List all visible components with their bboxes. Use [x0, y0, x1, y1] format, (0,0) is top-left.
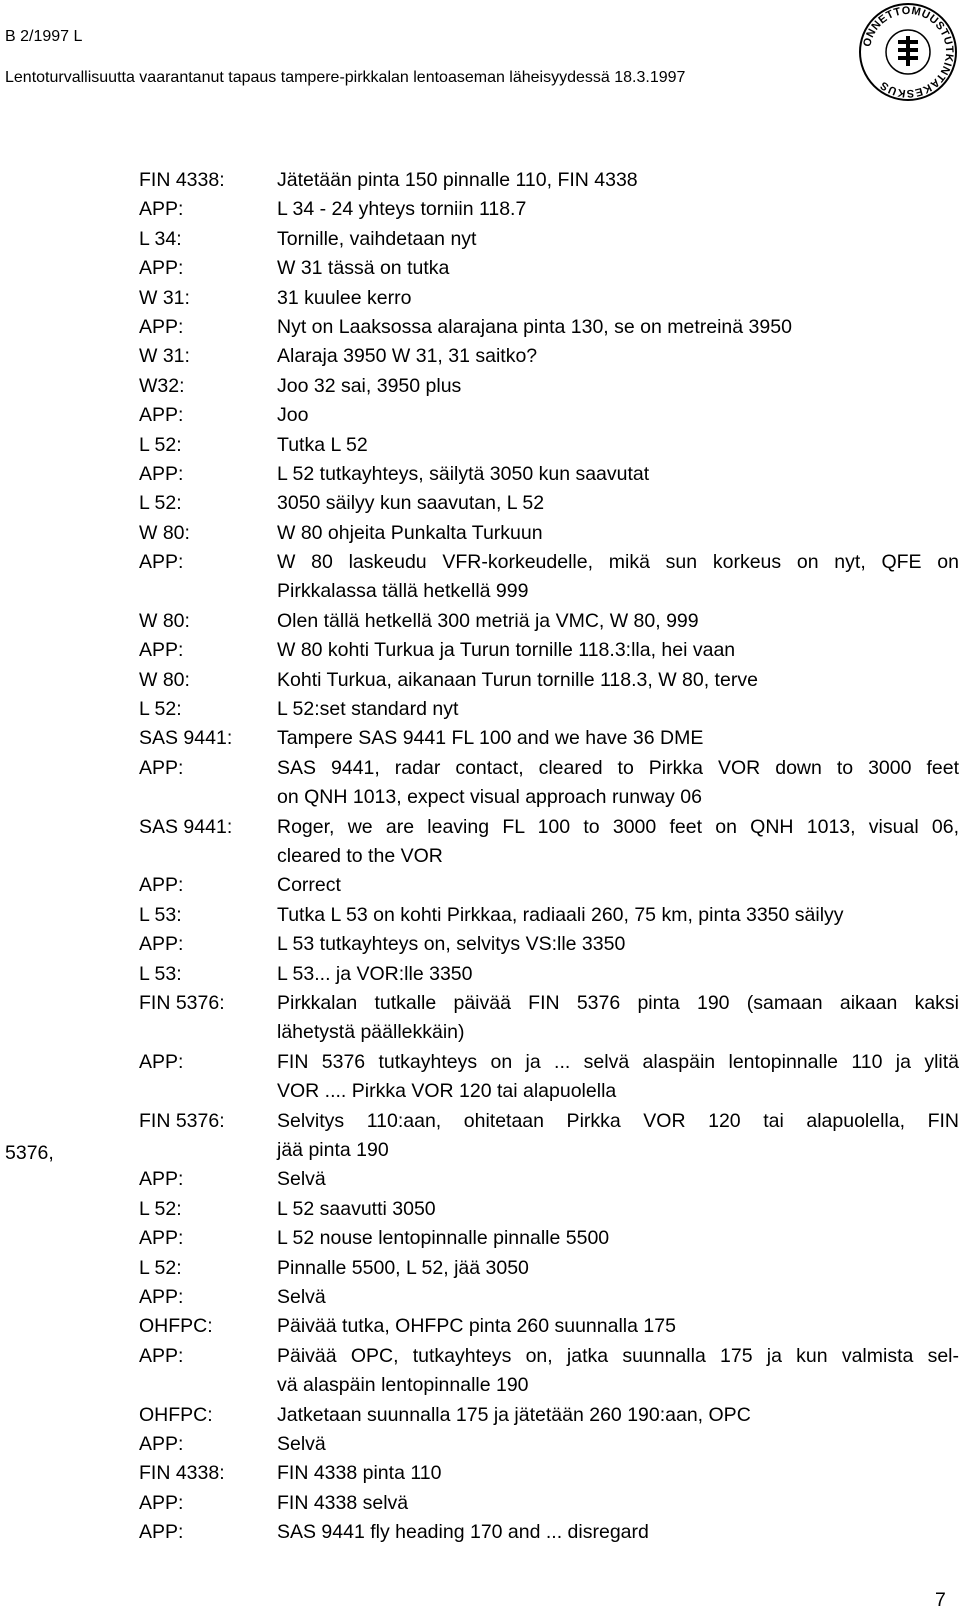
transcript-row — [0, 1518, 960, 1547]
speaker-label: W 80: — [139, 609, 190, 632]
message-text: L 34 - 24 yhteys torniin 118.7 — [277, 198, 527, 221]
message-text: L 52:set standard nyt — [277, 698, 459, 721]
message-text: Olen tällä hetkellä 300 metriä ja VMC, W 80, 999 — [277, 609, 699, 632]
message-text: Pinnalle 5500, L 52, jää 3050 — [277, 1256, 529, 1279]
message-text — [277, 1342, 959, 1401]
transcript-row — [0, 1283, 960, 1312]
speaker-label: SAS 9441: — [139, 727, 233, 750]
speaker-label: APP: — [139, 1285, 184, 1308]
transcript-row — [0, 431, 960, 460]
transcript-row — [0, 695, 960, 724]
document-code: B 2/1997 L — [5, 28, 83, 45]
message-text: Tampere SAS 9441 FL 100 and we have 36 DME — [277, 727, 704, 750]
message-line: Roger, we are leaving FL 100 to 3000 feet on QNH 1013, visual 06, — [277, 815, 959, 838]
transcript-row — [0, 548, 960, 607]
transcript-row — [0, 342, 960, 371]
speaker-label: L 52: — [139, 1197, 182, 1220]
speaker-label: SAS 9441: — [139, 815, 233, 838]
transcript-row — [0, 1195, 960, 1224]
message-line: VOR .... Pirkka VOR 120 tai alapuolella — [277, 1080, 617, 1103]
transcript-row — [0, 930, 960, 959]
message-text: Alaraja 3950 W 31, 31 saitko? — [277, 345, 538, 368]
message-text: FIN 4338 selvä — [277, 1491, 409, 1514]
transcript-row — [0, 1165, 960, 1194]
transcript-row — [0, 724, 960, 753]
message-text — [277, 548, 959, 607]
speaker-label: APP: — [139, 933, 184, 956]
transcript-row — [0, 960, 960, 989]
speaker-label: W 80: — [139, 521, 190, 544]
message-text — [277, 989, 959, 1048]
message-text: 31 kuulee kerro — [277, 286, 412, 309]
speaker-label: APP: — [139, 315, 184, 338]
speaker-label: W 80: — [139, 668, 190, 691]
speaker-label: W 31: — [139, 286, 190, 309]
transcript-row — [0, 754, 960, 813]
transcript-row — [0, 489, 960, 518]
transcript-row — [0, 1048, 960, 1107]
message-line: Päivää OPC, tutkayhteys on, jatka suunnalla 175 ja kun valmista sel- — [277, 1344, 959, 1367]
speaker-label: L 53: — [139, 962, 182, 985]
message-text: Selvä — [277, 1168, 326, 1191]
transcript-row — [0, 372, 960, 401]
speaker-label: APP: — [139, 756, 184, 779]
message-line: cleared to the VOR — [277, 845, 443, 868]
message-text: 3050 säilyy kun saavutan, L 52 — [277, 492, 545, 515]
speaker-label: L 52: — [139, 1256, 182, 1279]
transcript-row — [0, 1342, 960, 1401]
message-text: Päivää tutka, OHFPC pinta 260 suunnalla 175 — [277, 1315, 676, 1338]
transcript-row — [0, 195, 960, 224]
speaker-label: APP: — [139, 551, 184, 574]
speaker-label: L 52: — [139, 698, 182, 721]
message-text: Tornille, vaihdetaan nyt — [277, 227, 477, 250]
transcript-row — [0, 1401, 960, 1430]
transcript-row — [0, 666, 960, 695]
message-text: Nyt on Laaksossa alarajana pinta 130, se on metreinä 3950 — [277, 315, 792, 338]
message-text: Joo — [277, 404, 309, 427]
message-text — [277, 813, 959, 872]
message-line: Pirkkalan tutkalle päivää FIN 5376 pinta 190 (samaan aikaan kaksi — [277, 991, 959, 1014]
speaker-label: L 53: — [139, 903, 182, 926]
speaker-label: L 34: — [139, 227, 182, 250]
speaker-label: APP: — [139, 874, 184, 897]
message-text — [277, 1107, 959, 1166]
speaker-label: APP: — [139, 1521, 184, 1544]
onnettomuustutkintakeskus-seal-logo — [856, 0, 960, 104]
transcript-row — [0, 519, 960, 548]
speaker-label: APP: — [139, 257, 184, 280]
transcript-row — [0, 254, 960, 283]
message-text: Selvä — [277, 1285, 326, 1308]
transcript-row — [0, 1430, 960, 1459]
speaker-label: APP: — [139, 1168, 184, 1191]
message-line: vä alaspäin lentopinnalle 190 — [277, 1374, 529, 1397]
speaker-label: L 52: — [139, 433, 182, 456]
message-text: Jatketaan suunnalla 175 ja jätetään 260 190:aan, OPC — [277, 1403, 751, 1426]
message-text: L 52 tutkayhteys, säilytä 3050 kun saavutat — [277, 462, 650, 485]
message-line: on QNH 1013, expect visual approach runway 06 — [277, 786, 702, 809]
transcript-row — [0, 284, 960, 313]
speaker-label: FIN 5376: — [139, 991, 225, 1014]
transcript-row — [0, 1312, 960, 1341]
message-line: jää pinta 190 — [277, 1138, 389, 1161]
speaker-label: APP: — [139, 1344, 184, 1367]
radio-transcript — [0, 166, 960, 1547]
message-text: Jätetään pinta 150 pinnalle 110, FIN 4338 — [277, 169, 638, 191]
message-text: SAS 9441 fly heading 170 and ... disregard — [277, 1521, 649, 1544]
seal-ring-text: ONNETTOMUUSTUTKINTAKESKUS — [861, 4, 956, 100]
speaker-label: APP: — [139, 198, 184, 221]
message-text: Kohti Turkua, aikanaan Turun tornille 118.3, W 80, terve — [277, 668, 758, 691]
message-text: Correct — [277, 874, 341, 897]
transcript-row — [0, 636, 960, 665]
speaker-label: APP: — [139, 1227, 184, 1250]
message-text — [277, 754, 959, 813]
transcript-row — [0, 1224, 960, 1253]
message-text: L 53... ja VOR:lle 3350 — [277, 962, 473, 985]
speaker-label: OHFPC: — [139, 1315, 213, 1338]
document-title: Lentoturvallisuutta vaarantanut tapaus tampere-pirkkalan lentoaseman läheisyydessä 18.3.1997 — [5, 69, 686, 86]
message-line: lähetystä päällekkäin) — [277, 1021, 465, 1044]
transcript-row — [0, 607, 960, 636]
transcript-row — [0, 1107, 960, 1166]
message-text: W 31 tässä on tutka — [277, 257, 450, 280]
speaker-label: OHFPC: — [139, 1403, 213, 1426]
speaker-label: L 52: — [139, 492, 182, 515]
speaker-label: APP: — [139, 462, 184, 485]
speaker-label: APP: — [139, 1491, 184, 1514]
message-text: Tutka L 52 — [277, 433, 368, 456]
speaker-label: FIN 4338: — [139, 1462, 225, 1485]
message-text: FIN 4338 pinta 110 — [277, 1462, 442, 1485]
transcript-row — [0, 166, 960, 195]
message-text: W 80 ohjeita Punkalta Turkuun — [277, 521, 543, 544]
transcript-row — [0, 225, 960, 254]
message-text: Tutka L 53 on kohti Pirkkaa, radiaali 260, 75 km, pinta 3350 säilyy — [277, 903, 844, 926]
message-line: Selvitys 110:aan, ohitetaan Pirkka VOR 120 tai alapuolella, FIN — [277, 1109, 959, 1132]
message-line: FIN 5376 tutkayhteys on ja ... selvä alaspäin lentopinnalle 110 ja ylitä — [277, 1050, 959, 1073]
margin-note: 5376, — [5, 1142, 54, 1164]
transcript-row — [0, 1254, 960, 1283]
transcript-row — [0, 813, 960, 872]
transcript-row — [0, 989, 960, 1048]
speaker-label: APP: — [139, 1050, 184, 1073]
speaker-label: FIN 5376: — [139, 1109, 225, 1132]
transcript-row — [0, 313, 960, 342]
transcript-row — [0, 460, 960, 489]
message-text: L 52 saavutti 3050 — [277, 1197, 436, 1220]
speaker-label: APP: — [139, 1432, 184, 1455]
speaker-label: FIN 4338: — [139, 169, 225, 191]
message-text: Selvä — [277, 1432, 326, 1455]
transcript-row — [0, 401, 960, 430]
transcript-row — [0, 1459, 960, 1488]
message-text: L 52 nouse lentopinnalle pinnalle 5500 — [277, 1227, 610, 1250]
transcript-row — [0, 901, 960, 930]
speaker-label: APP: — [139, 639, 184, 662]
message-line: SAS 9441, radar contact, cleared to Pirkka VOR down to 3000 feet — [277, 756, 959, 779]
message-line: W 80 laskeudu VFR-korkeudelle, mikä sun korkeus on nyt, QFE on — [277, 551, 959, 574]
transcript-row — [0, 871, 960, 900]
message-line: Pirkkalassa tällä hetkellä 999 — [277, 580, 529, 603]
page-number: 7 — [935, 1589, 946, 1611]
message-text: Joo 32 sai, 3950 plus — [277, 374, 462, 397]
message-text — [277, 1048, 959, 1107]
transcript-row — [0, 1489, 960, 1518]
message-text: L 53 tutkayhteys on, selvitys VS:lle 3350 — [277, 933, 626, 956]
speaker-label: W32: — [139, 374, 185, 397]
message-text: W 80 kohti Turkua ja Turun tornille 118.3:lla, hei vaan — [277, 639, 736, 662]
speaker-label: APP: — [139, 404, 184, 427]
speaker-label: W 31: — [139, 345, 190, 368]
